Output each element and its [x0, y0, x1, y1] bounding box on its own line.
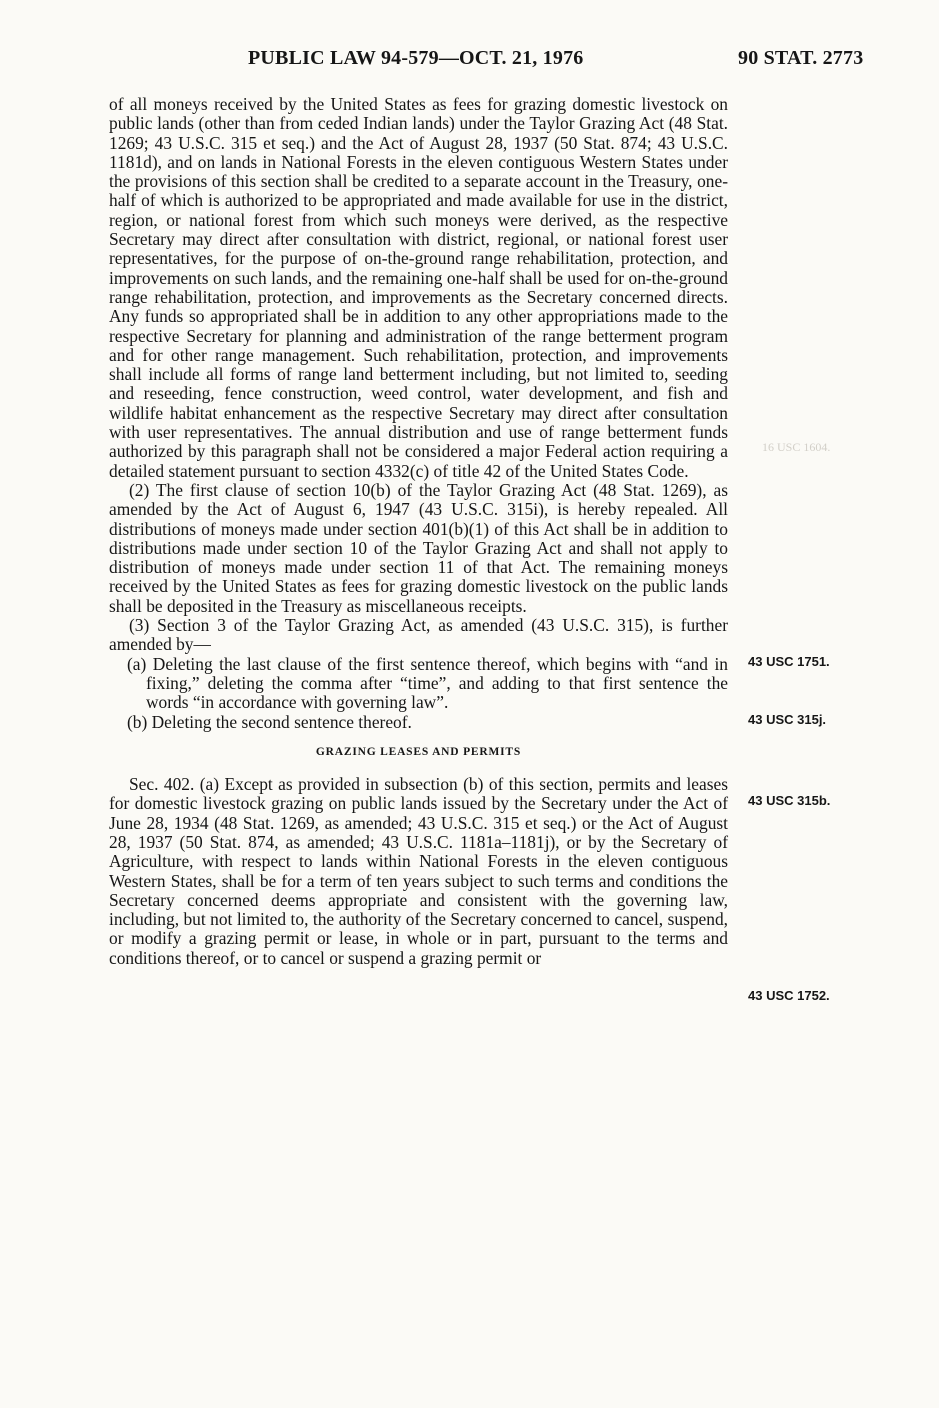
- margin-note-1752: 43 USC 1752.: [748, 988, 830, 1003]
- margin-note-315j: 43 USC 315j.: [748, 712, 827, 727]
- paragraph-continuation: of all moneys received by the United States as fees for grazing domestic livestock on public lands (other than from ceded Indian lands) under the Taylor Grazing Act (48 Stat. 1269; 43 U.S.C. 315 et seq.) and the Act of August 28, 1937 (50 Stat. 874; 43 U.S.C. 1181d), and on lands in National Forests in the eleven contiguous Western States under the provisions of this section shall be credited to a separate account in the Treasury, one-half of which is authorized to be appropriated and made available for use in the district, region, or national forest from which such moneys were derived, as the respective Secretary may direct after consultation with district, regional, or national forest user representatives, for the purpose of on-the-ground range rehabilitation, protection, and improvements on such lands, and the remaining one-half shall be used for on-the-ground range rehabilitation, protection, and improvements as the Secretary concerned directs. Any funds so appropriated shall be in addition to any other appropriations made to the respective Secretary for planning and administration of the range betterment program and for other range management. Such rehabilitation, protection, and improvements shall include all forms of range land betterment including, but not limited to, seeding and reseeding, fence construction, weed control, water development, and fish and wildlife habitat enhancement as the respective Secretary may direct after consultation with user representatives. The annual distribution and use of range betterment funds authorized by this paragraph shall not be considered a major Federal action requiring a detailed statement pursuant to section 4332(c) of title 42 of the United States Code.: [109, 94, 728, 481]
- margin-note-315b: 43 USC 315b.: [748, 793, 831, 808]
- margin-note-1751: 43 USC 1751.: [748, 654, 830, 669]
- section-402: Sec. 402. (a) Except as provided in subsection (b) of this section, permits and leases for domestic livestock grazing on public lands issued by the Secretary under the Act of June 28, 1934 (48 Stat. 1269, as amended; 43 U.S.C. 315 et seq.) or the Act of August 28, 1937 (50 Stat. 874, as amended; 43 U.S.C. 1181a–1181j), or by the Secretary of Agriculture, with respect to lands within National Forests in the eleven contiguous Western States, shall be for a term of ten years subject to such terms and conditions the Secretary concerned deems appropriate and consistent with the governing law, including, but not limited to, the authority of the Secretary concerned to cancel, suspend, or modify a grazing permit or lease, in whole or in part, pursuant to the terms and conditions thereof, or to cancel or suspend a grazing permit or: [109, 774, 728, 968]
- running-title: PUBLIC LAW 94-579—OCT. 21, 1976: [248, 47, 584, 69]
- paragraph-2: (2) The first clause of section 10(b) of the Taylor Grazing Act (48 Stat. 1269), as amended by the Act of August 6, 1947 (43 U.S.C. 315i), is hereby repealed. All distributions of moneys made under section 401(b)(1) of this Act shall be in addition to distributions made under section 10 of the Taylor Grazing Act and shall not apply to distribution of moneys made under section 11 of that Act. The remaining moneys received by the United States as fees for grazing domestic livestock on the public lands shall be deposited in the Treasury as miscellaneous receipts.: [109, 479, 728, 616]
- section-heading: GRAZING LEASES AND PERMITS: [315, 745, 522, 758]
- bleed-through-note: 16 USC 1604.: [762, 440, 831, 454]
- page-header: [0, 47, 939, 73]
- statute-page-number: 90 STAT. 2773: [738, 47, 864, 69]
- paragraph-3: (3) Section 3 of the Taylor Grazing Act, as amended (43 U.S.C. 315), is further amended by—: [109, 615, 728, 655]
- body-text: [109, 95, 728, 968]
- paragraph-3b: (b) Deleting the second sentence thereof.: [127, 711, 412, 732]
- paragraph-3a: (a) Deleting the last clause of the first sentence thereof, which begins with “and in fixing,” deleting the comma after “time”, and adding to that first sentence the words “in accordance with governing law”.: [127, 653, 728, 713]
